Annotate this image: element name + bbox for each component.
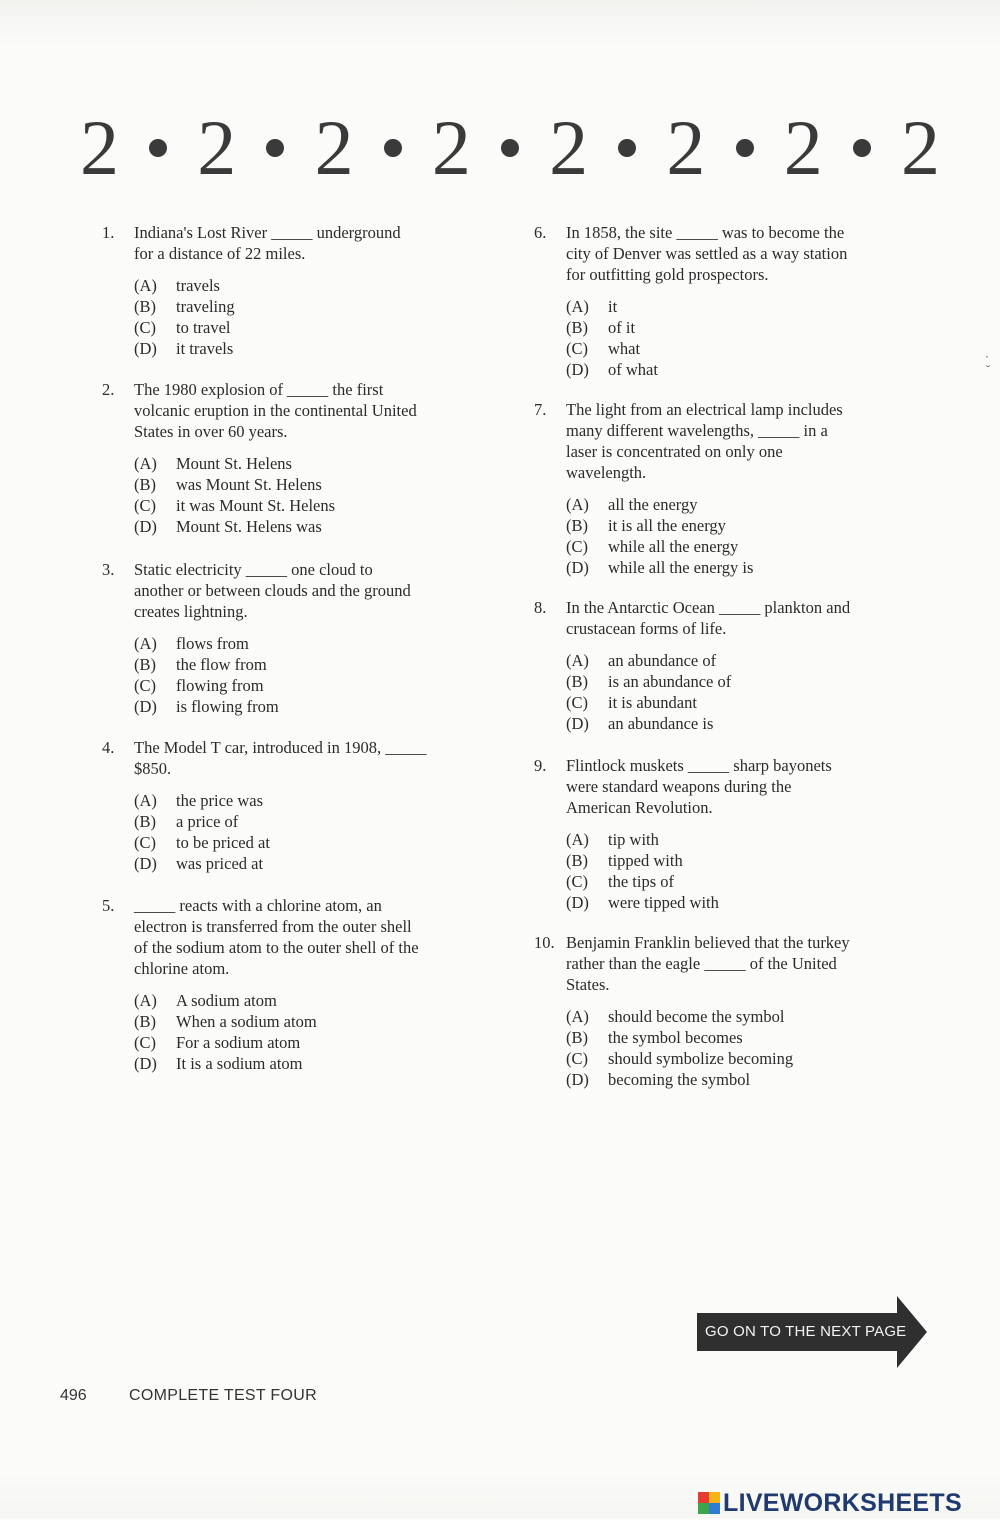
- question-stem: [534, 222, 934, 285]
- question-item: [102, 379, 502, 537]
- question-text-line: were standard weapons during the: [566, 777, 792, 796]
- answer-option[interactable]: [134, 516, 502, 537]
- question-text-line: electron is transferred from the outer shell: [134, 917, 412, 936]
- option-letter: (A): [134, 791, 157, 810]
- option-text: traveling: [176, 297, 235, 316]
- answer-options: [566, 829, 934, 913]
- question-stem: [102, 222, 502, 264]
- option-letter: (D): [566, 893, 589, 912]
- question-text-line: city of Denver was settled as a way station: [566, 244, 848, 263]
- option-letter: (D): [566, 714, 589, 733]
- option-text: Mount St. Helens: [176, 454, 292, 473]
- answer-option[interactable]: [134, 811, 502, 832]
- answer-option[interactable]: [134, 275, 502, 296]
- option-text: a price of: [176, 812, 239, 831]
- option-text: was priced at: [176, 854, 264, 873]
- question-text-line: creates lightning.: [134, 602, 248, 621]
- question-number: 5.: [102, 896, 115, 915]
- question-text-line: many different wavelengths, _____ in a: [566, 421, 828, 440]
- option-letter: (B): [566, 851, 588, 870]
- option-text: it was Mount St. Helens: [176, 496, 336, 515]
- question-number: 6.: [534, 223, 547, 242]
- banner-digit: 2: [666, 104, 706, 191]
- question-item: [102, 559, 502, 717]
- banner-dot: [618, 139, 636, 157]
- option-text: flows from: [176, 634, 249, 653]
- answer-option[interactable]: [134, 696, 502, 717]
- answer-options: [134, 453, 502, 537]
- question-item: [534, 222, 934, 380]
- option-text: of what: [608, 360, 658, 379]
- question-text-line: The light from an electrical lamp includes: [566, 400, 843, 419]
- answer-option[interactable]: [134, 654, 502, 675]
- option-text: flowing from: [176, 676, 264, 695]
- question-text: [134, 559, 502, 622]
- brand-logo: [698, 1486, 962, 1520]
- banner-dot: [736, 139, 754, 157]
- answer-option[interactable]: [566, 1048, 934, 1069]
- brand-icon-tile: [709, 1492, 720, 1503]
- option-letter: (D): [566, 558, 589, 577]
- question-stem: [534, 597, 934, 639]
- question-text-line: $850.: [134, 759, 172, 778]
- option-text: the symbol becomes: [608, 1028, 743, 1047]
- option-letter: (B): [134, 655, 156, 674]
- option-letter: (A): [134, 991, 157, 1010]
- question-text-line: _____ reacts with a chlorine atom, an: [134, 896, 382, 915]
- option-letter: (C): [134, 676, 156, 695]
- option-text: the price was: [176, 791, 264, 810]
- banner-digit: 2: [314, 104, 354, 191]
- option-text: is flowing from: [176, 697, 279, 716]
- option-text: it is abundant: [608, 693, 697, 712]
- answer-option[interactable]: [566, 494, 934, 515]
- option-text: all the energy: [608, 495, 698, 514]
- option-letter: (C): [566, 1049, 588, 1068]
- option-letter: (D): [134, 339, 157, 358]
- option-letter: (D): [134, 517, 157, 536]
- page-number: 496: [60, 1387, 87, 1404]
- option-letter: (B): [566, 672, 588, 691]
- option-letter: (B): [566, 1028, 588, 1047]
- answer-options: [134, 990, 502, 1074]
- question-stem: [534, 399, 934, 483]
- banner-digit: 2: [431, 104, 471, 191]
- option-text: It is a sodium atom: [176, 1054, 303, 1073]
- question-text-line: The Model T car, introduced in 1908, _____: [134, 738, 427, 757]
- option-text: it is all the energy: [608, 516, 726, 535]
- question-text-line: Flintlock muskets _____ sharp bayonets: [566, 756, 832, 775]
- question-text-line: laser is concentrated on only one: [566, 442, 783, 461]
- question-number: 2.: [102, 380, 115, 399]
- footer-title: COMPLETE TEST FOUR: [129, 1387, 317, 1404]
- option-text: while all the energy is: [608, 558, 754, 577]
- option-letter: (D): [566, 1070, 589, 1089]
- option-letter: (C): [134, 496, 156, 515]
- question-stem: [534, 932, 934, 995]
- question-number: 7.: [534, 400, 547, 419]
- answer-option[interactable]: [566, 359, 934, 380]
- option-text: tip with: [608, 830, 659, 849]
- question-text-line: American Revolution.: [566, 798, 713, 817]
- question-text-line: wavelength.: [566, 463, 647, 482]
- answer-options: [566, 494, 934, 578]
- question-item: [534, 597, 934, 734]
- option-letter: (B): [566, 516, 588, 535]
- option-letter: (C): [134, 1033, 156, 1052]
- question-number: 1.: [102, 223, 115, 242]
- question-item: [102, 737, 502, 874]
- question-text: [134, 222, 502, 264]
- question-text: [134, 895, 502, 979]
- question-text-line: In the Antarctic Ocean _____ plankton and: [566, 598, 851, 617]
- answer-option[interactable]: [134, 338, 502, 359]
- option-letter: (C): [134, 318, 156, 337]
- option-letter: (A): [566, 495, 589, 514]
- answer-option[interactable]: [134, 1011, 502, 1032]
- brand-name: LIVEWORKSHEETS: [723, 1488, 962, 1517]
- question-stem: [534, 755, 934, 818]
- answer-option[interactable]: [566, 317, 934, 338]
- answer-option[interactable]: [566, 850, 934, 871]
- option-letter: (B): [134, 297, 156, 316]
- question-number: 8.: [534, 598, 547, 617]
- next-page-label: GO ON TO THE NEXT PAGE: [705, 1323, 907, 1340]
- question-text-line: Benjamin Franklin believed that the turkey: [566, 933, 850, 952]
- go-on-next-page-arrow: [697, 1296, 929, 1368]
- option-letter: (C): [566, 339, 588, 358]
- option-letter: (B): [566, 318, 588, 337]
- question-text-line: rather than the eagle _____ of the United: [566, 954, 837, 973]
- banner-dot: [853, 139, 871, 157]
- option-text: the flow from: [176, 655, 267, 674]
- answer-option[interactable]: [566, 829, 934, 850]
- question-number: 10.: [534, 933, 555, 952]
- question-text-line: for outfitting gold prospectors.: [566, 265, 769, 284]
- question-stem: [102, 379, 502, 442]
- option-text: should become the symbol: [608, 1007, 785, 1026]
- answer-option[interactable]: [566, 338, 934, 359]
- question-item: [534, 932, 934, 1090]
- option-text: it: [608, 297, 618, 316]
- answer-option[interactable]: [134, 832, 502, 853]
- option-letter: (D): [134, 854, 157, 873]
- question-text-line: crustacean forms of life.: [566, 619, 727, 638]
- banner-digit: 2: [197, 104, 237, 191]
- question-text: [566, 222, 934, 285]
- question-stem: [102, 737, 502, 779]
- option-letter: (C): [566, 872, 588, 891]
- question-item: [102, 895, 502, 1074]
- question-text-line: The 1980 explosion of _____ the first: [134, 380, 384, 399]
- option-letter: (B): [134, 475, 156, 494]
- question-text-line: Indiana's Lost River _____ underground: [134, 223, 401, 242]
- banner-digit: 2: [783, 104, 823, 191]
- option-text: an abundance is: [608, 714, 714, 733]
- margin-marks: · ˘: [985, 350, 991, 378]
- question-text-line: Static electricity _____ one cloud to: [134, 560, 373, 579]
- option-letter: (B): [134, 1012, 156, 1031]
- answer-option[interactable]: [566, 713, 934, 734]
- answer-option[interactable]: [566, 650, 934, 671]
- option-text: of it: [608, 318, 636, 337]
- banner-dot: [384, 139, 402, 157]
- answer-option[interactable]: [134, 790, 502, 811]
- brand-icon-tile: [709, 1503, 720, 1514]
- answer-option[interactable]: [134, 453, 502, 474]
- answer-options: [134, 790, 502, 874]
- option-text: the tips of: [608, 872, 674, 891]
- option-text: it travels: [176, 339, 234, 358]
- question-text-line: volcanic eruption in the continental United: [134, 401, 417, 420]
- section-banner: [80, 104, 940, 191]
- question-text-line: States.: [566, 975, 610, 994]
- option-text: was Mount St. Helens: [176, 475, 322, 494]
- option-text: For a sodium atom: [176, 1033, 301, 1052]
- question-text-line: States in over 60 years.: [134, 422, 288, 441]
- answer-option[interactable]: [566, 871, 934, 892]
- option-text: A sodium atom: [176, 991, 277, 1010]
- answer-option[interactable]: [134, 1032, 502, 1053]
- option-text: an abundance of: [608, 651, 717, 670]
- question-stem: [102, 559, 502, 622]
- answer-option[interactable]: [134, 296, 502, 317]
- answer-option[interactable]: [566, 692, 934, 713]
- answer-option[interactable]: [134, 633, 502, 654]
- option-letter: (A): [566, 1007, 589, 1026]
- question-text: [566, 399, 934, 483]
- question-text: [566, 932, 934, 995]
- question-number: 9.: [534, 756, 547, 775]
- option-letter: (B): [134, 812, 156, 831]
- option-letter: (C): [134, 833, 156, 852]
- answer-option[interactable]: [134, 317, 502, 338]
- answer-option[interactable]: [566, 1006, 934, 1027]
- answer-options: [566, 1006, 934, 1090]
- liveworksheets-icon: [698, 1492, 720, 1514]
- answer-options: [566, 650, 934, 734]
- option-letter: (A): [566, 830, 589, 849]
- answer-option[interactable]: [566, 1027, 934, 1048]
- option-letter: (C): [566, 537, 588, 556]
- option-text: becoming the symbol: [608, 1070, 751, 1089]
- option-text: is an abundance of: [608, 672, 732, 691]
- question-item: [534, 399, 934, 578]
- answer-option[interactable]: [566, 557, 934, 578]
- answer-option[interactable]: [134, 675, 502, 696]
- banner-dot: [266, 139, 284, 157]
- question-text-line: another or between clouds and the ground: [134, 581, 411, 600]
- option-letter: (A): [566, 297, 589, 316]
- option-text: were tipped with: [608, 893, 719, 912]
- answer-options: [134, 633, 502, 717]
- option-letter: (C): [566, 693, 588, 712]
- banner-digit: 2: [900, 104, 940, 191]
- option-letter: (A): [134, 634, 157, 653]
- answer-option[interactable]: [134, 1053, 502, 1074]
- answer-option[interactable]: [566, 671, 934, 692]
- answer-options: [134, 275, 502, 359]
- option-text: to be priced at: [176, 833, 270, 852]
- answer-option[interactable]: [566, 1069, 934, 1090]
- option-text: while all the energy: [608, 537, 739, 556]
- option-text: what: [608, 339, 641, 358]
- question-number: 4.: [102, 738, 115, 757]
- option-text: Mount St. Helens was: [176, 517, 322, 536]
- banner-digit: 2: [549, 104, 589, 191]
- question-item: [102, 222, 502, 359]
- brand-icon-tile: [698, 1492, 709, 1503]
- option-letter: (A): [566, 651, 589, 670]
- option-letter: (D): [134, 1054, 157, 1073]
- question-stem: [102, 895, 502, 979]
- option-letter: (D): [134, 697, 157, 716]
- answer-option[interactable]: [134, 990, 502, 1011]
- banner-dot: [149, 139, 167, 157]
- option-text: to travel: [176, 318, 231, 337]
- question-text-line: of the sodium atom to the outer shell of the: [134, 938, 419, 957]
- question-text: [134, 379, 502, 442]
- answer-option[interactable]: [134, 495, 502, 516]
- option-text: When a sodium atom: [176, 1012, 317, 1031]
- option-letter: (D): [566, 360, 589, 379]
- option-text: travels: [176, 276, 220, 295]
- banner-dot: [501, 139, 519, 157]
- option-text: should symbolize becoming: [608, 1049, 794, 1068]
- question-text: [566, 597, 934, 639]
- question-text-line: In 1858, the site _____ was to become the: [566, 223, 845, 242]
- answer-option[interactable]: [566, 892, 934, 913]
- question-text-line: chlorine atom.: [134, 959, 230, 978]
- answer-option[interactable]: [134, 474, 502, 495]
- answer-option[interactable]: [566, 296, 934, 317]
- brand-icon-tile: [698, 1503, 709, 1514]
- option-letter: (A): [134, 454, 157, 473]
- banner-digit: 2: [80, 104, 119, 191]
- answer-option[interactable]: [566, 536, 934, 557]
- answer-options: [566, 296, 934, 380]
- question-text: [566, 755, 934, 818]
- question-text: [134, 737, 502, 779]
- answer-option[interactable]: [566, 515, 934, 536]
- question-number: 3.: [102, 560, 115, 579]
- question-text-line: for a distance of 22 miles.: [134, 244, 306, 263]
- answer-option[interactable]: [134, 853, 502, 874]
- option-letter: (A): [134, 276, 157, 295]
- question-item: [534, 755, 934, 913]
- option-text: tipped with: [608, 851, 683, 870]
